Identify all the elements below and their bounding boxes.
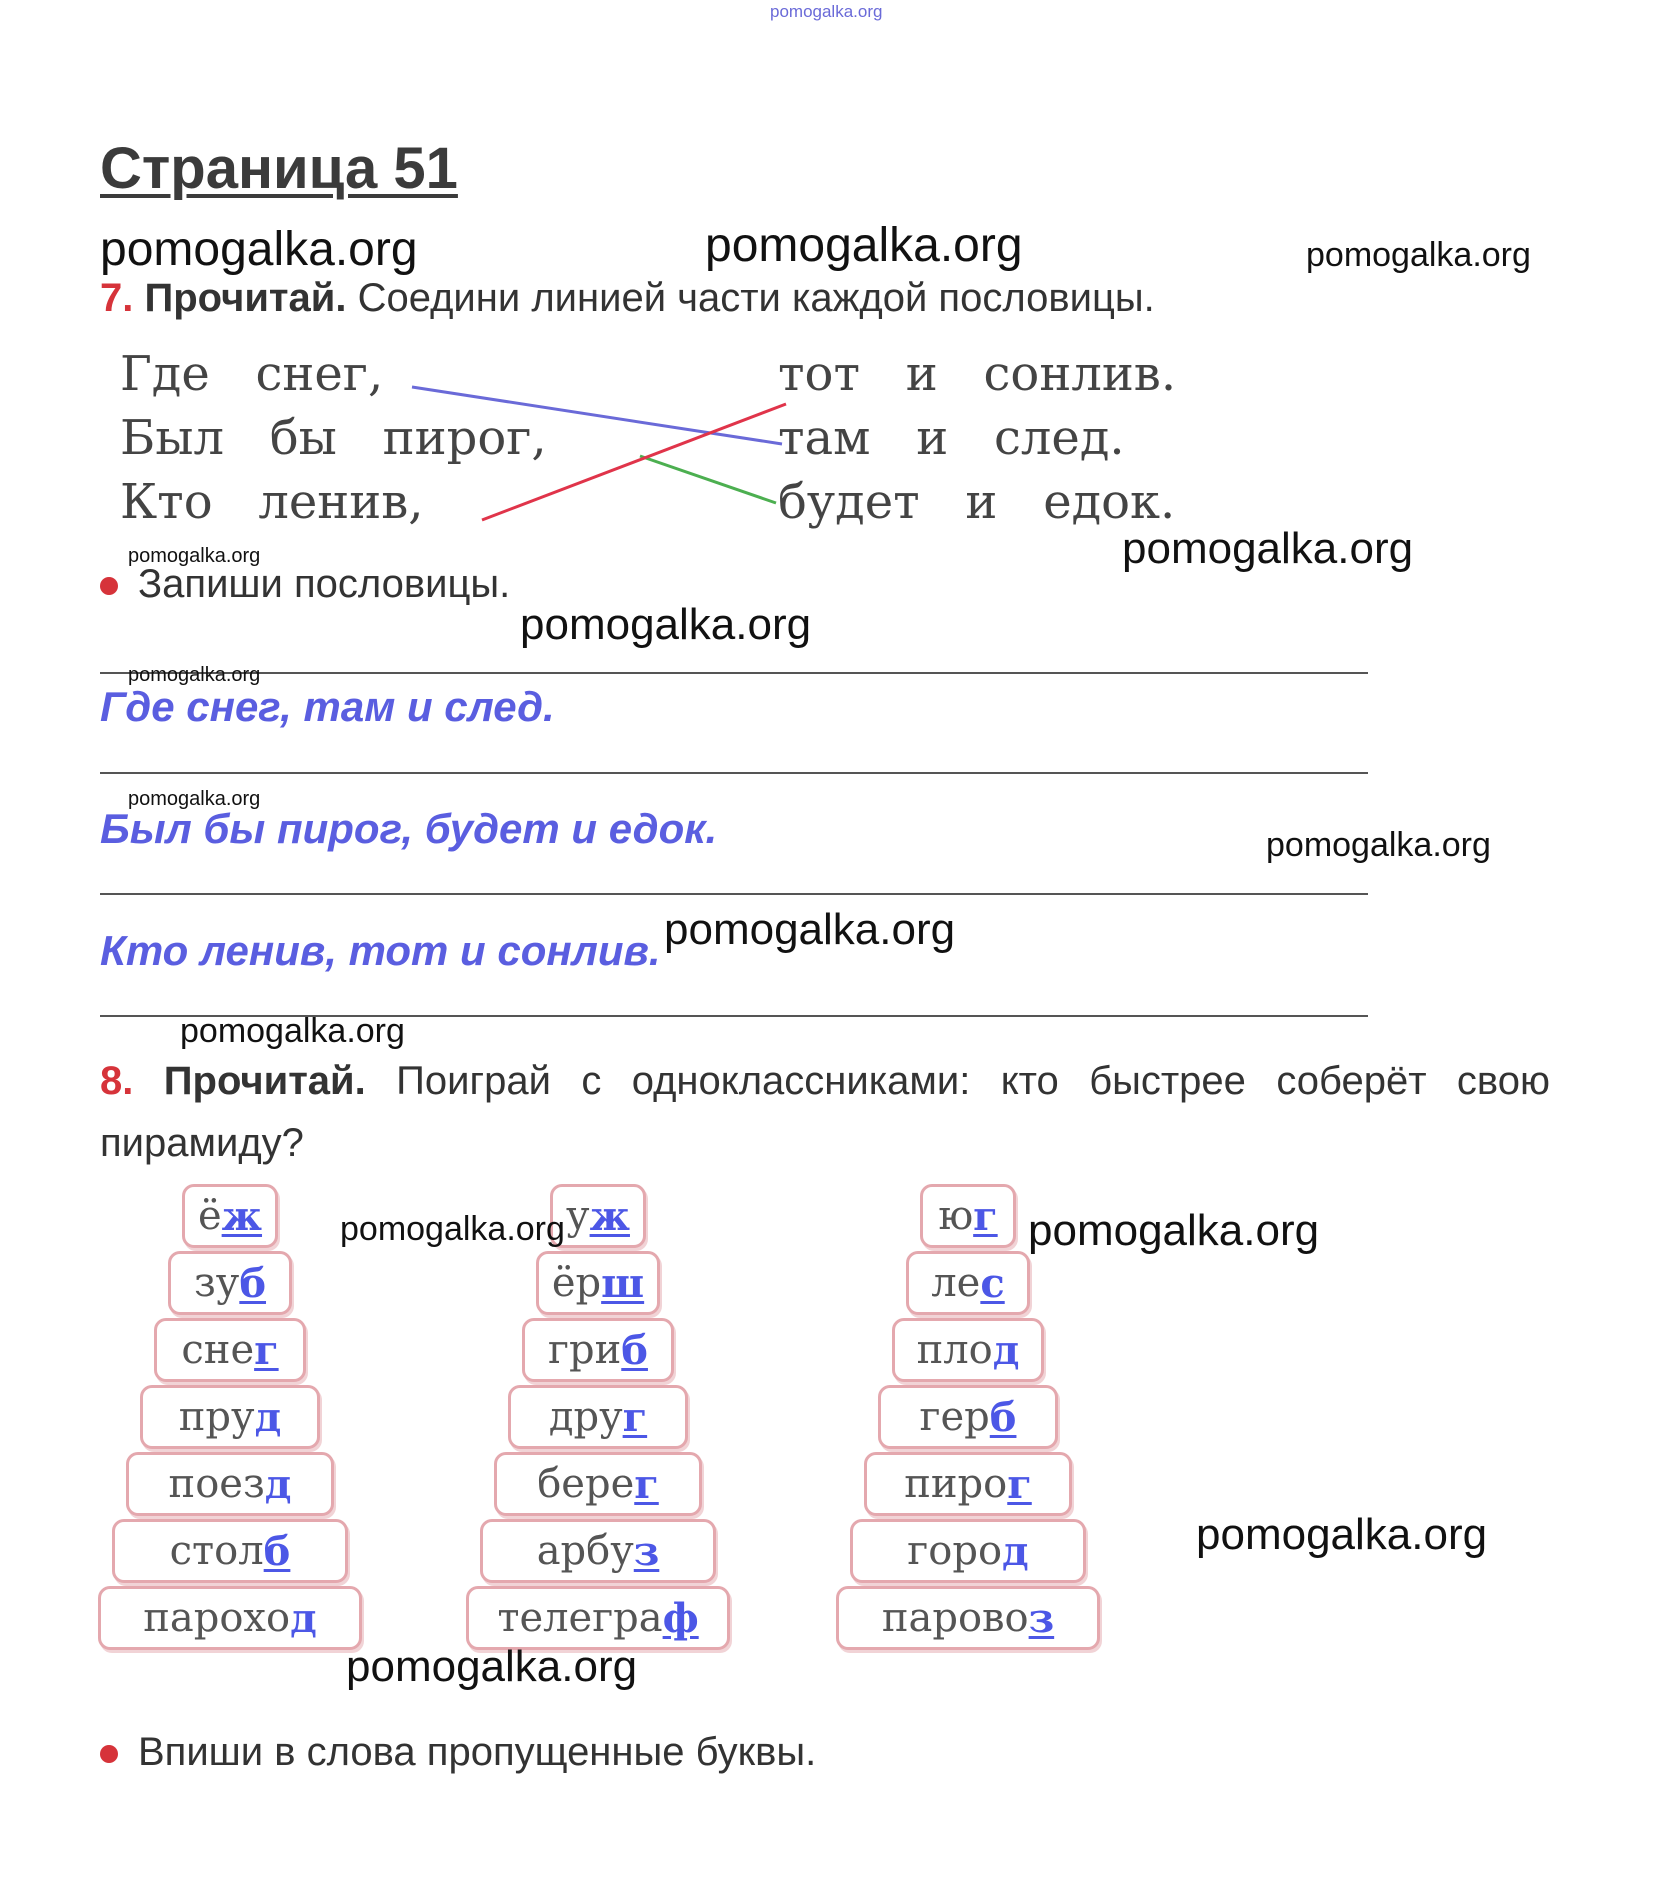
answer-line-3: Кто ленив, тот и сонлив. [100,927,661,974]
task7-instruction: Запиши пословицы. [100,562,510,607]
task7-text: Соедини линией части каждой пословицы. [357,276,1155,320]
task8-instruction: Впиши в слова пропущенные буквы. [100,1730,816,1775]
watermark: pomogalka.org [128,788,261,810]
pyramid-3-word [892,1318,1044,1382]
task8-number: 8. [100,1059,134,1103]
missing-letter[interactable]: ж [221,1192,263,1240]
pyramid-1-word [140,1385,320,1449]
word-stem: гри [548,1327,622,1373]
answer-line-1: Где снег, там и след. [100,683,555,730]
missing-letter[interactable]: с [980,1259,1005,1307]
word-stem: горо [907,1528,1003,1574]
pyramid-3-word [878,1385,1058,1449]
watermark: pomogalka.org [1266,826,1491,864]
connector-line-1 [412,387,782,444]
watermark: pomogalka.org [520,600,812,649]
watermark: pomogalka.org [1122,524,1414,573]
word-stem: пиро [904,1461,1008,1507]
word-stem: парово [881,1595,1029,1641]
task7-number: 7. [100,276,134,320]
word-stem: ле [931,1260,981,1306]
pyramid-3-word [850,1519,1086,1583]
pyramid-1-word [182,1184,278,1248]
pyramid-1-word [126,1452,334,1516]
word-stem: телегра [497,1595,663,1641]
watermark: pomogalka.org [180,1012,405,1050]
proverb-right-2: там и след. [778,410,1125,466]
top-watermark: pomogalka.org [770,2,883,21]
word-stem: зу [193,1260,240,1306]
proverb-right-3: будет и едок. [778,474,1176,530]
word-stem: парохо [143,1595,291,1641]
watermark: pomogalka.org [346,1642,638,1691]
writing-line [100,672,1368,674]
missing-letter[interactable]: б [989,1393,1017,1441]
connector-line-2 [640,456,776,503]
missing-letter[interactable]: б [239,1259,267,1307]
pyramid-2-word [494,1452,702,1516]
missing-letter[interactable]: г [622,1393,648,1441]
missing-letter[interactable]: г [254,1326,279,1374]
word-stem: арбу [536,1528,634,1574]
missing-letter[interactable]: д [992,1326,1020,1374]
word-stem: гер [919,1394,990,1440]
watermark: pomogalka.org [1028,1206,1320,1255]
task8-text: Поиграй с одноклассниками: кто быстрее соберёт свою пирамиду? [100,1059,1550,1165]
pyramid-3-word [920,1184,1016,1248]
watermark: pomogalka.org [340,1210,565,1248]
pyramid-3-word [864,1452,1072,1516]
word-stem: ю [938,1193,974,1239]
pyramid-1-word [98,1586,362,1650]
pyramid-2-word [508,1385,688,1449]
word-stem: у [566,1193,590,1239]
missing-letter[interactable]: з [633,1527,660,1575]
watermark: pomogalka.org [128,664,261,686]
watermark: pomogalka.org [1306,236,1531,274]
missing-letter[interactable]: д [290,1594,317,1642]
proverb-left-1: Где снег, [120,346,384,402]
pyramid-2-word [466,1586,730,1650]
pyramid-1-word [154,1318,306,1382]
word-stem: бере [537,1461,635,1507]
missing-letter[interactable]: б [621,1326,648,1374]
missing-letter[interactable]: г [634,1460,659,1508]
proverb-left-3: Кто ленив, [120,474,424,530]
answer-line-2: Был бы пирог, будет и едок. [100,805,718,852]
pyramid-2-word [480,1519,716,1583]
missing-letter[interactable]: г [973,1192,998,1240]
pyramid-1-word [112,1519,348,1583]
word-stem: пло [916,1327,993,1373]
missing-letter[interactable]: з [1028,1594,1055,1642]
proverb-right-1: тот и сонлив. [778,346,1177,402]
word-stem: пру [178,1394,255,1440]
writing-line [100,772,1368,774]
pyramid-2-word [536,1251,660,1315]
word-stem: ё [197,1193,222,1239]
missing-letter[interactable]: д [1002,1527,1029,1575]
word-stem: ёр [551,1260,602,1306]
word-stem: стол [169,1528,264,1574]
missing-letter[interactable]: д [254,1393,282,1441]
missing-letter[interactable]: ф [662,1594,699,1642]
watermark: pomogalka.org [664,905,956,954]
missing-letter[interactable]: д [264,1460,292,1508]
bullet-icon [100,1745,118,1763]
word-stem: дру [548,1394,623,1440]
pyramid-1-word [168,1251,292,1315]
pyramid-3-word [906,1251,1030,1315]
watermark: pomogalka.org [1196,1510,1488,1559]
task8-verb: Прочитай. [163,1059,366,1103]
page-title: Страница 51 [100,136,458,201]
watermark: pomogalka.org [100,223,418,276]
watermark: pomogalka.org [128,545,261,567]
missing-letter[interactable]: г [1007,1460,1032,1508]
missing-letter[interactable]: ж [589,1192,630,1240]
task7-verb: Прочитай. [144,276,347,320]
proverb-left-2: Был бы пирог, [120,410,547,466]
writing-line [100,893,1368,895]
bullet-icon [100,577,118,595]
pyramid-2-word [522,1318,674,1382]
missing-letter[interactable]: ш [601,1259,645,1307]
missing-letter[interactable]: б [263,1527,291,1575]
watermark: pomogalka.org [705,219,1023,272]
pyramid-3-word [836,1586,1100,1650]
word-stem: сне [181,1327,255,1373]
task8-heading [100,1050,1550,1174]
word-stem: поез [168,1461,265,1507]
